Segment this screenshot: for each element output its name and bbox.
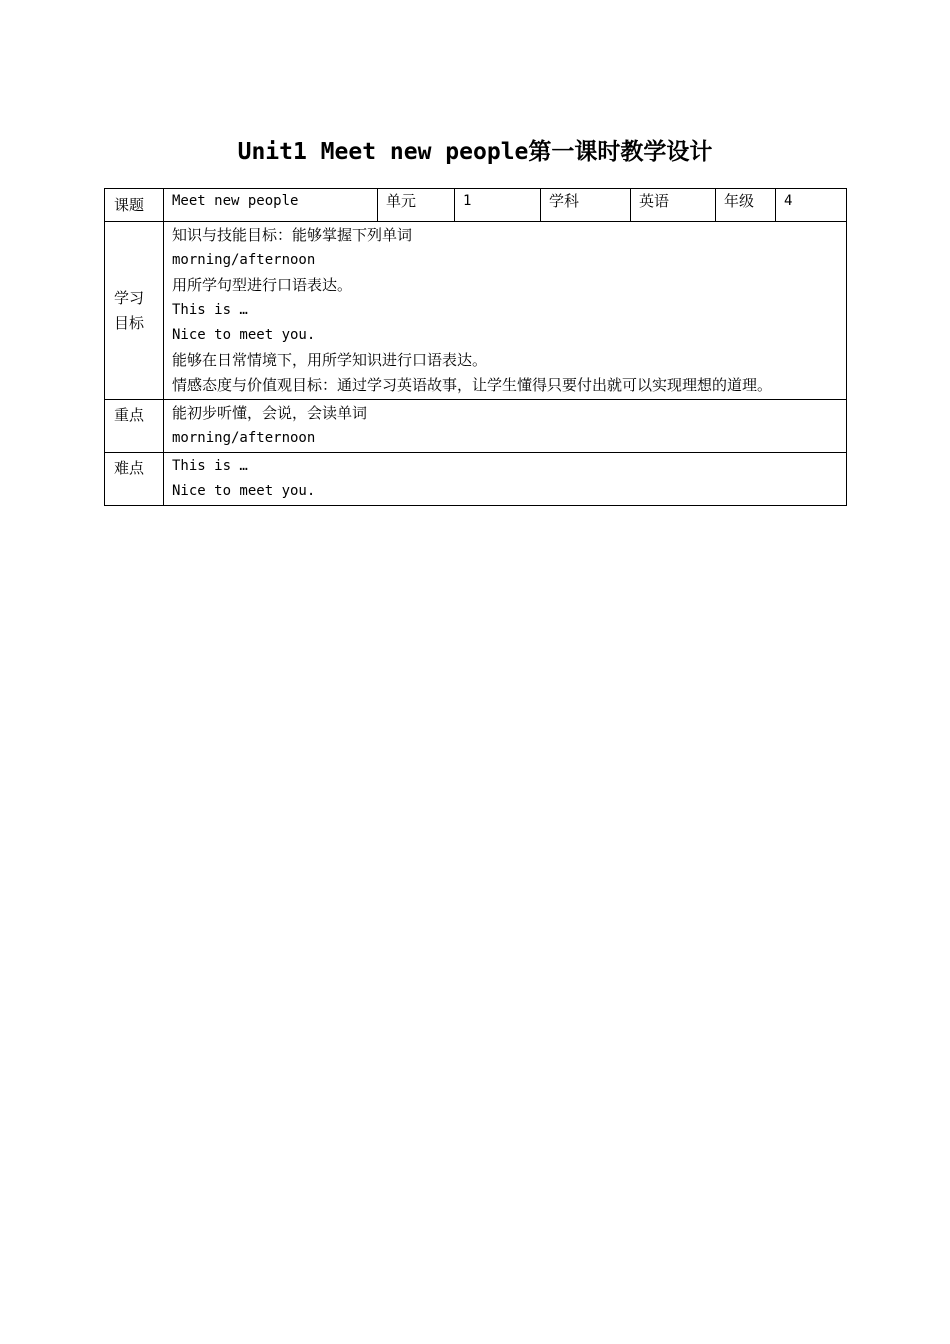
key-points-label: 重点 — [105, 400, 164, 453]
objective-line: morning/afternoon — [172, 252, 316, 268]
objective-line: 情感态度与价值观目标：通过学习英语故事，让学生懂得只要付出就可以实现理想的道理。 — [172, 376, 773, 394]
difficult-points-label: 难点 — [105, 453, 164, 506]
objective-line: 能够在日常情境下，用所学知识进行口语表达。 — [172, 351, 488, 369]
key-point-line: morning/afternoon — [172, 430, 316, 446]
key-point-line: 能初步听懂，会说，会读单词 — [172, 404, 368, 422]
objectives-label — [105, 222, 164, 400]
difficult-points-row — [105, 453, 847, 506]
objective-line: Nice to meet you. — [172, 327, 316, 343]
key-points-row — [105, 400, 847, 453]
key-points-content — [164, 400, 847, 453]
page-title: Unit1 Meet new people第一课时教学设计 — [237, 139, 713, 165]
topic-value: Meet new people — [164, 189, 378, 222]
topic-label: 课题 — [105, 189, 164, 222]
objective-line: 知识与技能目标：能够掌握下列单词 — [172, 226, 413, 244]
objectives-label-line1: 学习 — [114, 288, 145, 307]
difficult-points-content — [164, 453, 847, 506]
subject-label: 学科 — [541, 189, 631, 222]
grade-label: 年级 — [716, 189, 776, 222]
unit-label: 单元 — [378, 189, 455, 222]
header-row — [105, 189, 847, 222]
objectives-row — [105, 222, 847, 400]
objective-line: 用所学句型进行口语表达。 — [172, 276, 353, 294]
subject-value: 英语 — [631, 189, 716, 222]
lesson-plan-table — [104, 188, 847, 506]
difficult-point-line: Nice to meet you. — [172, 483, 316, 499]
objectives-content — [164, 222, 847, 400]
objective-line: This is … — [172, 302, 248, 318]
unit-value: 1 — [455, 189, 541, 222]
difficult-point-line: This is … — [172, 458, 248, 474]
objectives-label-line2: 目标 — [114, 313, 145, 332]
grade-value: 4 — [776, 189, 847, 222]
